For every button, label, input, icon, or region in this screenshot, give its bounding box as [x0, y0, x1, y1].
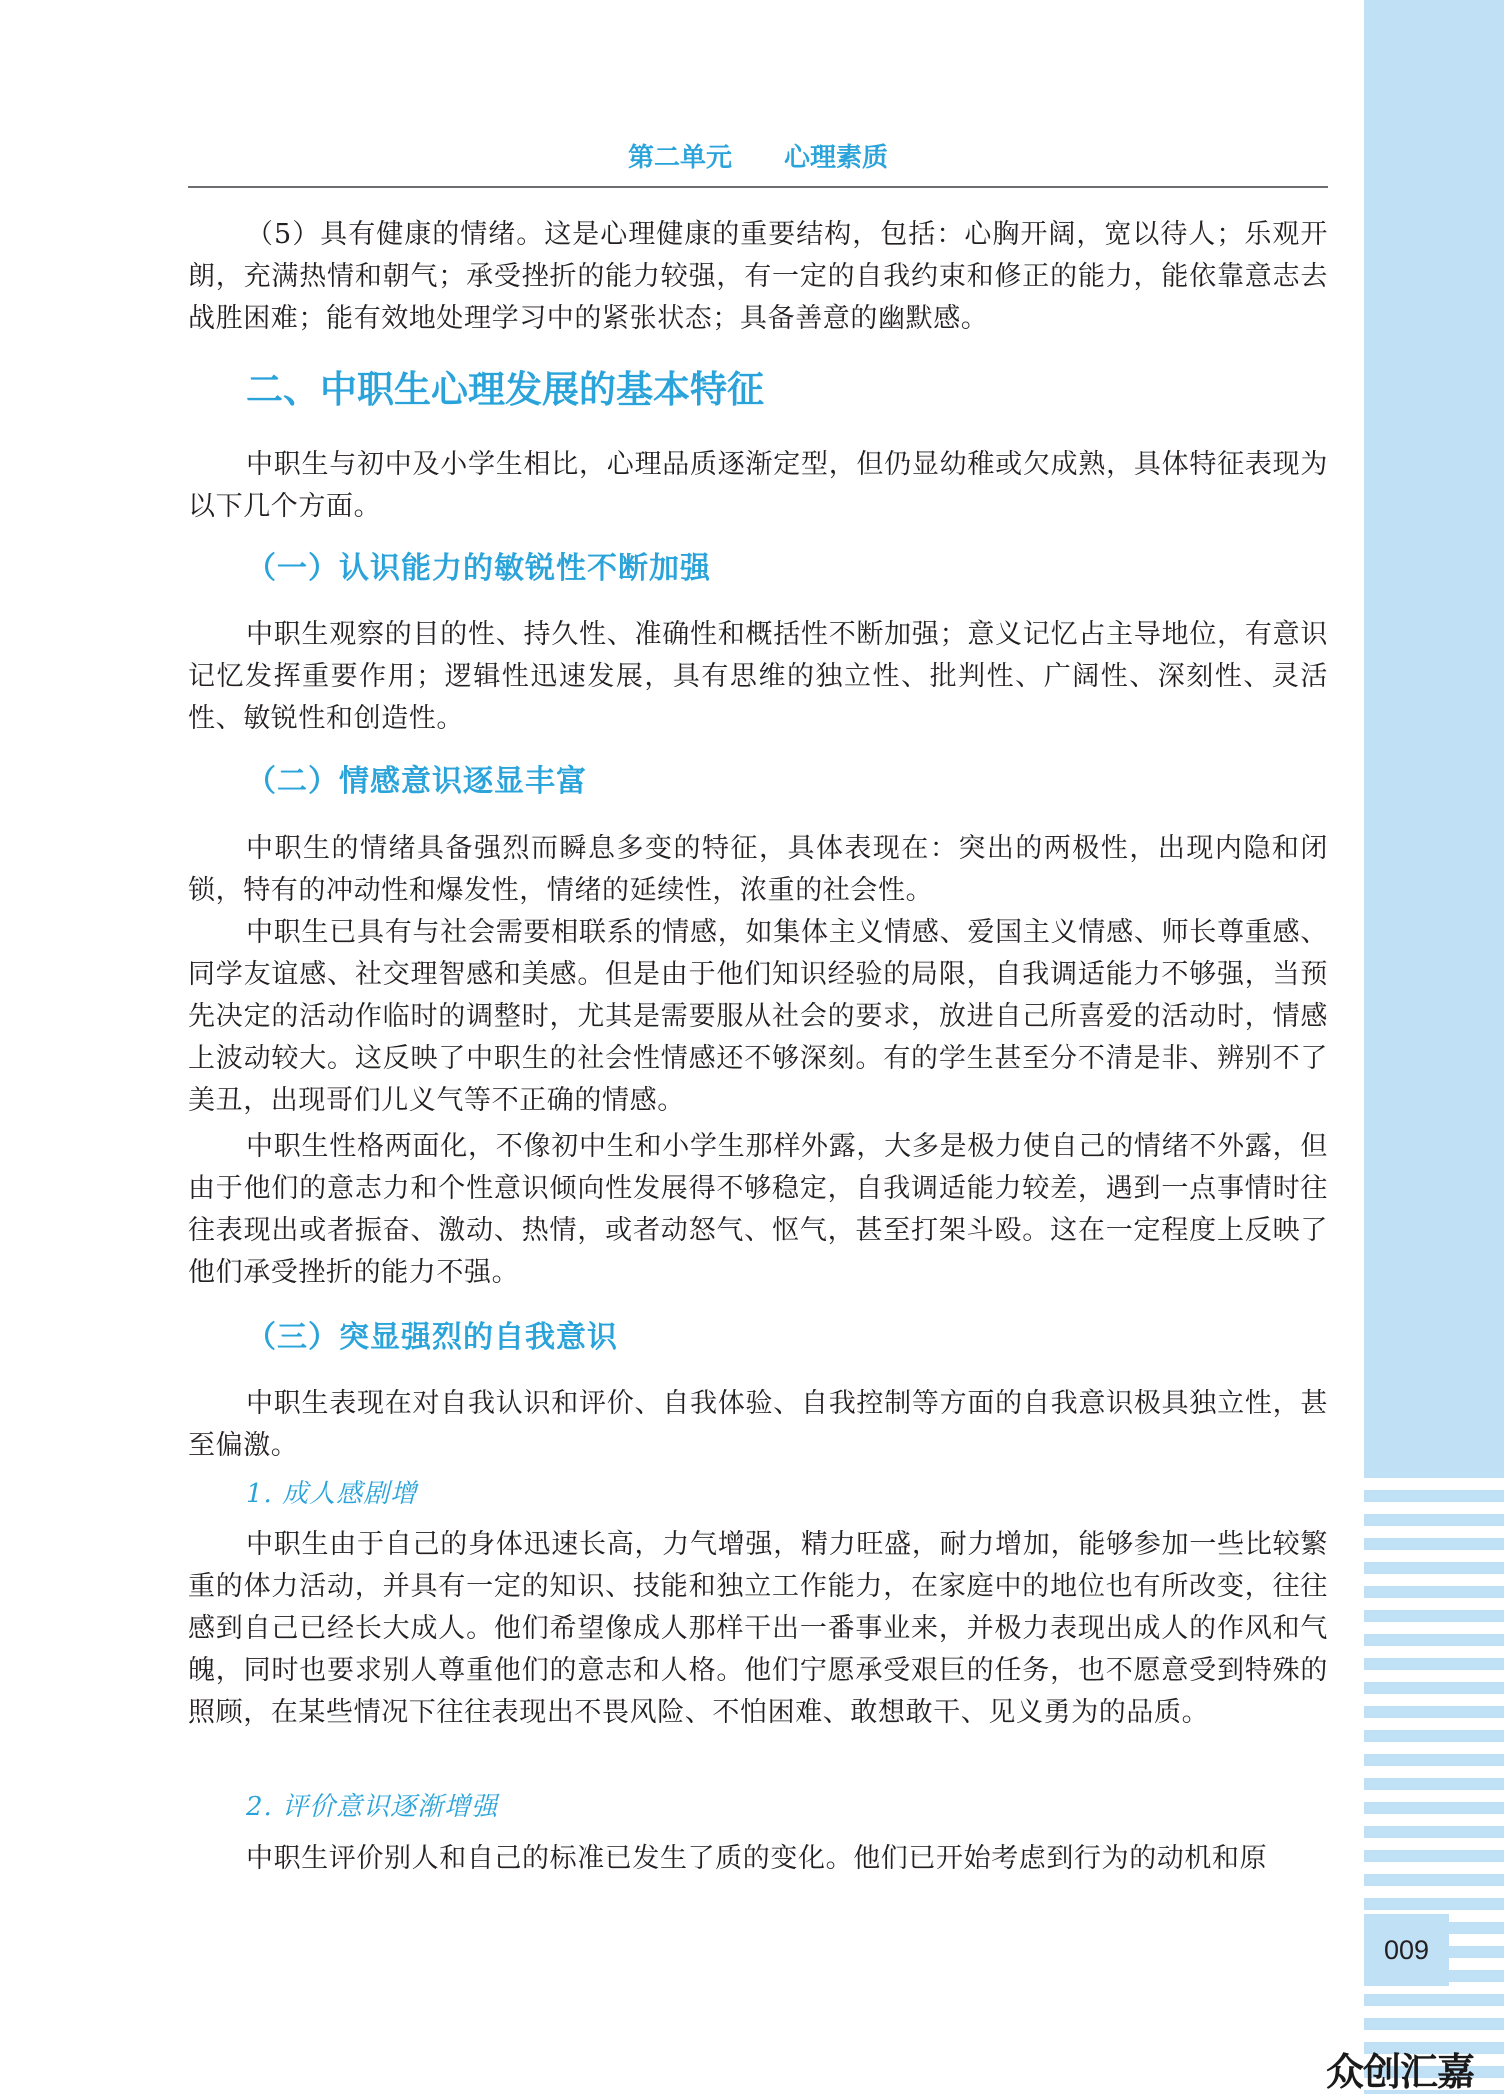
paragraph-emotion-traits: 中职生的情绪具备强烈而瞬息多变的特征，具体表现在：突出的两极性，出现内隐和闭锁，特有的冲动性和爆发性，情绪的延续性，浓重的社会性。: [188, 833, 1328, 906]
paragraph-cognition: 中职生观察的目的性、持久性、准确性和概括性不断加强；意义记忆占主导地位，有意识记忆发挥重要作用；逻辑性迅速发展，具有思维的独立性、批判性、广阔性、深刻性、灵活性、敏锐性和创造性。: [188, 619, 1328, 734]
section-title: 二、中职生心理发展的基本特征: [246, 368, 764, 411]
subsection-title-cognition: （一）认识能力的敏锐性不断加强: [246, 551, 711, 586]
header-rule: [188, 186, 1328, 188]
paragraph-social-emotion: 中职生已具有与社会需要相联系的情感，如集体主义情感、爱国主义情感、师长尊重感、同学友谊感、社交理智感和美感。但是由于他们知识经验的局限，自我调适能力不够强，当预先决定的活动作临时的调整时，尤其是需要服从社会的要求，放进自己所喜爱的活动时，情感上波动较大。这反映了中职生的社会性情感还不够深刻。有的学生甚至分不清是非、辨别不了美丑，出现哥们儿义气等不正确的情感。: [188, 917, 1328, 1116]
running-header: [188, 140, 1328, 176]
paragraph-healthy-emotion: （5）具有健康的情绪。这是心理健康的重要结构，包括：心胸开阔，宽以待人；乐观开朗，充满热情和朝气；承受挫折的能力较强，有一定的自我约束和修正的能力，能依靠意志去战胜困难；能有效地处理学习中的紧张状态；具备善意的幽默感。: [188, 219, 1328, 334]
header-unit: 第二单元: [627, 143, 732, 173]
item-title-evaluation: 2. 评价意识逐渐增强: [246, 1792, 499, 1822]
paragraph-evaluation: 中职生评价别人和自己的标准已发生了质的变化。他们已开始考虑到行为的动机和原: [246, 1843, 1268, 1874]
subsection-title-self-awareness: （三）突显强烈的自我意识: [246, 1320, 618, 1355]
page-number: 009: [1364, 1914, 1449, 1986]
watermark-logo: 众创汇嘉: [1326, 2050, 1475, 2094]
paragraph-adulthood: 中职生由于自己的身体迅速长高，力气增强，精力旺盛，耐力增加，能够参加一些比较繁重的体力活动，并具有一定的知识、技能和独立工作能力，在家庭中的地位也有所改变，往往感到自己已经长大成人。他们希望像成人那样干出一番事业来，并极力表现出成人的作风和气魄，同时也要求别人尊重他们的意志和人格。他们宁愿承受艰巨的任务，也不愿意受到特殊的照顾，在某些情况下往往表现出不畏风险、不怕困难、敢想敢干、见义勇为的品质。: [188, 1529, 1328, 1728]
item-title-adulthood: 1. 成人感剧增: [246, 1479, 418, 1509]
side-band-solid: [1364, 0, 1504, 1466]
header-topic: 心理素质: [784, 143, 889, 173]
paragraph-self-awareness: 中职生表现在对自我认识和评价、自我体验、自我控制等方面的自我意识极具独立性，甚至偏激。: [188, 1388, 1328, 1461]
side-decoration-band: [1364, 0, 1504, 2094]
side-band-stripes: [1364, 1466, 1504, 2094]
paragraph-personality: 中职生性格两面化，不像初中生和小学生那样外露，大多是极力使自己的情绪不外露，但由于他们的意志力和个性意识倾向性发展得不够稳定，自我调适能力较差，遇到一点事情时往往表现出或者振奋、激动、热情，或者动怒气、怄气，甚至打架斗殴。这在一定程度上反映了他们承受挫折的能力不强。: [188, 1131, 1328, 1288]
paragraph-intro: 中职生与初中及小学生相比，心理品质逐渐定型，但仍显幼稚或欠成熟，具体特征表现为以下几个方面。: [188, 449, 1328, 522]
subsection-title-emotion: （二）情感意识逐显丰富: [246, 764, 587, 799]
